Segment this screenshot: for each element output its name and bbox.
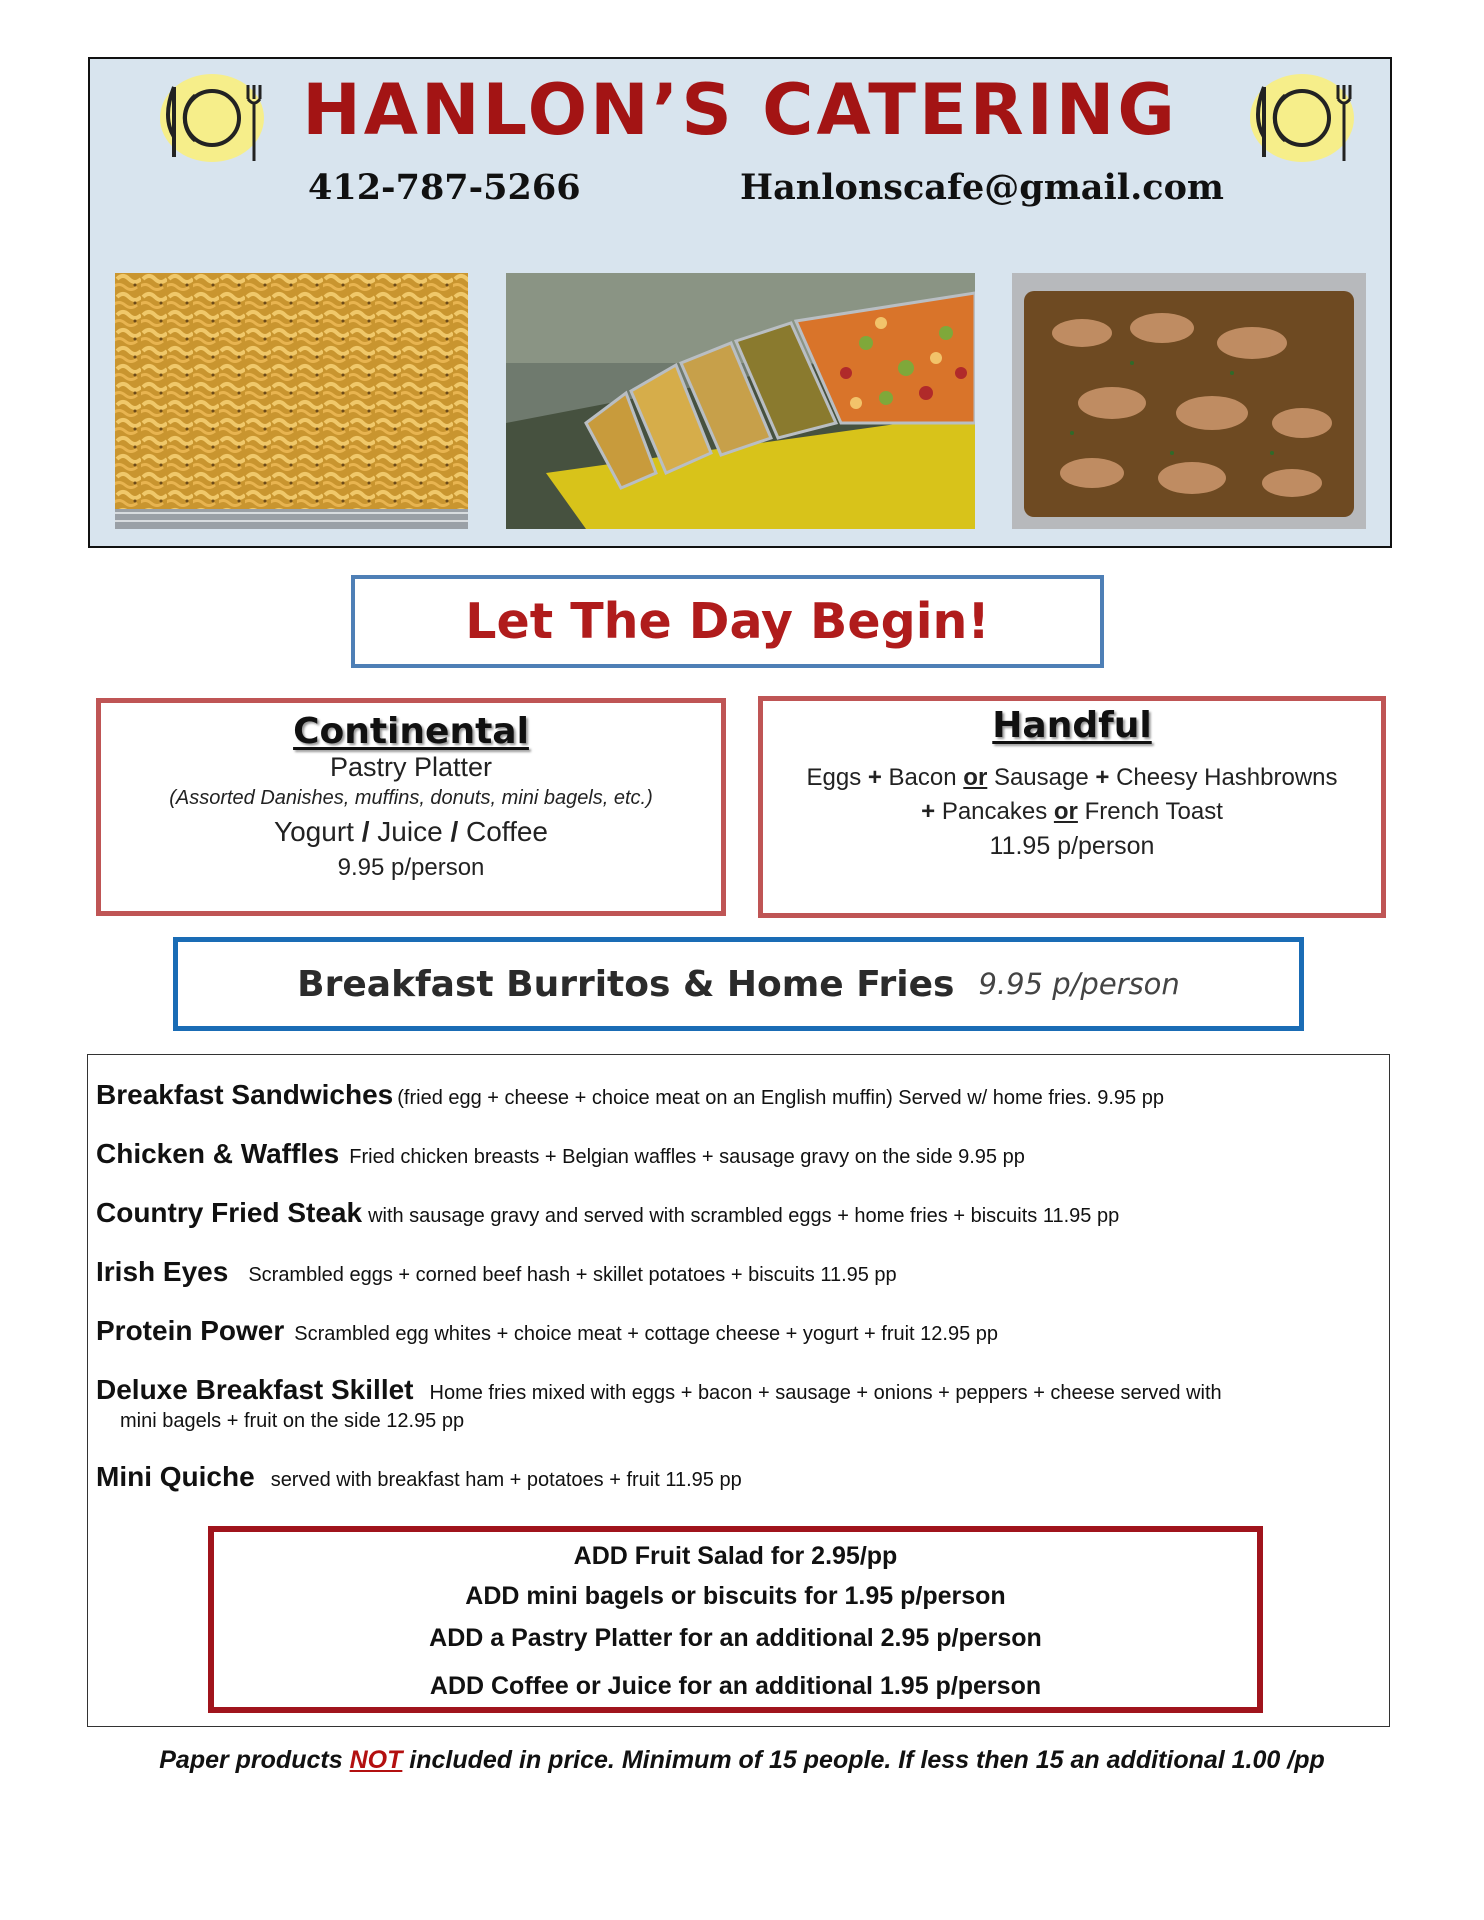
list-item <box>96 1256 1369 1288</box>
menu-item-desc: Scrambled egg whites + choice meat + cottage cheese + yogurt + fruit 12.95 pp <box>294 1323 999 1345</box>
addon-fruit-salad: ADD Fruit Salad for 2.95/pp <box>573 1542 898 1570</box>
slash-separator: / <box>450 816 459 847</box>
addon-coffee-juice: ADD Coffee or Juice for an additional 1.95 p/person <box>429 1672 1042 1700</box>
continental-title: Continental <box>293 711 529 752</box>
handful-pancakes: Pancakes <box>941 798 1048 825</box>
company-title: HANLON’S CATERING <box>302 69 1178 151</box>
or-word: or <box>963 764 988 791</box>
list-item <box>96 1079 1369 1111</box>
menu-list <box>87 1054 1390 1727</box>
menu-item-name: Chicken & Waffles <box>96 1138 340 1169</box>
menu-item-name: Protein Power <box>96 1315 285 1346</box>
buffet-photo <box>506 273 975 529</box>
header-banner <box>88 57 1392 548</box>
handful-french-toast: French Toast <box>1084 798 1223 825</box>
drink-juice: Juice <box>377 816 443 847</box>
plus-sign: + <box>867 764 882 791</box>
email-address[interactable]: Hanlonscafe@gmail.com <box>740 167 1224 208</box>
footer-text-start: Paper products <box>159 1746 350 1774</box>
handful-bacon: Bacon <box>888 764 957 791</box>
menu-item-desc-continued: mini bagels + fruit on the side 12.95 pp <box>120 1410 465 1432</box>
list-item <box>96 1461 1369 1493</box>
stew-photo <box>1012 273 1366 529</box>
list-item <box>96 1374 1369 1433</box>
menu-item-desc: Home fries mixed with eggs + bacon + sausage + onions + peppers + cheese served with <box>429 1382 1222 1404</box>
plus-sign: + <box>921 798 936 825</box>
handful-line-2 <box>763 798 1381 826</box>
burrito-banner <box>173 937 1304 1031</box>
drink-yogurt: Yogurt <box>274 816 354 847</box>
handful-hashbrowns: Cheesy Hashbrowns <box>1116 764 1338 791</box>
addon-pastry-platter: ADD a Pastry Platter for an additional 2.95 p/person <box>429 1624 1042 1652</box>
list-item <box>96 1315 1369 1347</box>
menu-item-desc: with sausage gravy and served with scrambled eggs + home fries + biscuits 11.95 pp <box>368 1205 1120 1227</box>
handful-sausage: Sausage <box>993 764 1089 791</box>
addon-bagels-biscuits: ADD mini bagels or biscuits for 1.95 p/person <box>465 1582 1006 1610</box>
burrito-name: Breakfast Burritos & Home Fries <box>297 963 955 1005</box>
footer-text-end: included in price. Minimum of 15 people. If less then 15 an additional 1.00 /pp <box>402 1746 1325 1774</box>
continental-package <box>96 698 726 916</box>
handful-price: 11.95 p/person <box>989 832 1155 860</box>
slash-separator: / <box>361 816 370 847</box>
continental-drinks <box>101 816 721 848</box>
day-banner: Let The Day Begin! <box>351 575 1104 668</box>
handful-line-1 <box>763 764 1381 792</box>
handful-package <box>758 696 1386 918</box>
list-item <box>96 1197 1369 1229</box>
plus-sign: + <box>1095 764 1110 791</box>
noodles-photo <box>115 273 468 529</box>
continental-description: (Assorted Danishes, muffins, donuts, mini bagels, etc.) <box>169 787 653 809</box>
menu-item-name: Country Fried Steak <box>96 1197 363 1228</box>
menu-item-name: Breakfast Sandwiches <box>96 1079 394 1110</box>
addons-box <box>208 1526 1263 1713</box>
footer-not-emphasis: NOT <box>349 1746 403 1774</box>
footer-note <box>0 1746 1484 1775</box>
menu-item-desc: Scrambled eggs + corned beef hash + skillet potatoes + biscuits 11.95 pp <box>248 1264 897 1286</box>
continental-item: Pastry Platter <box>329 752 493 782</box>
menu-item-desc: Fried chicken breasts + Belgian waffles + sausage gravy on the side 9.95 pp <box>349 1146 1025 1168</box>
list-item <box>96 1138 1369 1170</box>
menu-item-desc: served with breakfast ham + potatoes + fruit 11.95 pp <box>270 1469 742 1491</box>
menu-item-name: Mini Quiche <box>96 1461 255 1492</box>
menu-item-name: Irish Eyes <box>96 1256 229 1287</box>
menu-item-name: Deluxe Breakfast Skillet <box>96 1374 414 1405</box>
drink-coffee: Coffee <box>466 816 548 847</box>
or-word: or <box>1053 798 1078 825</box>
handful-title: Handful <box>992 705 1152 746</box>
burrito-price: 9.95 p/person <box>978 967 1180 1001</box>
phone-number[interactable]: 412-787-5266 <box>308 167 581 208</box>
continental-price: 9.95 p/person <box>337 854 485 881</box>
menu-item-desc: (fried egg + cheese + choice meat on an English muffin) Served w/ home fries. 9.95 pp <box>397 1087 1164 1109</box>
handful-eggs: Eggs <box>806 764 862 791</box>
